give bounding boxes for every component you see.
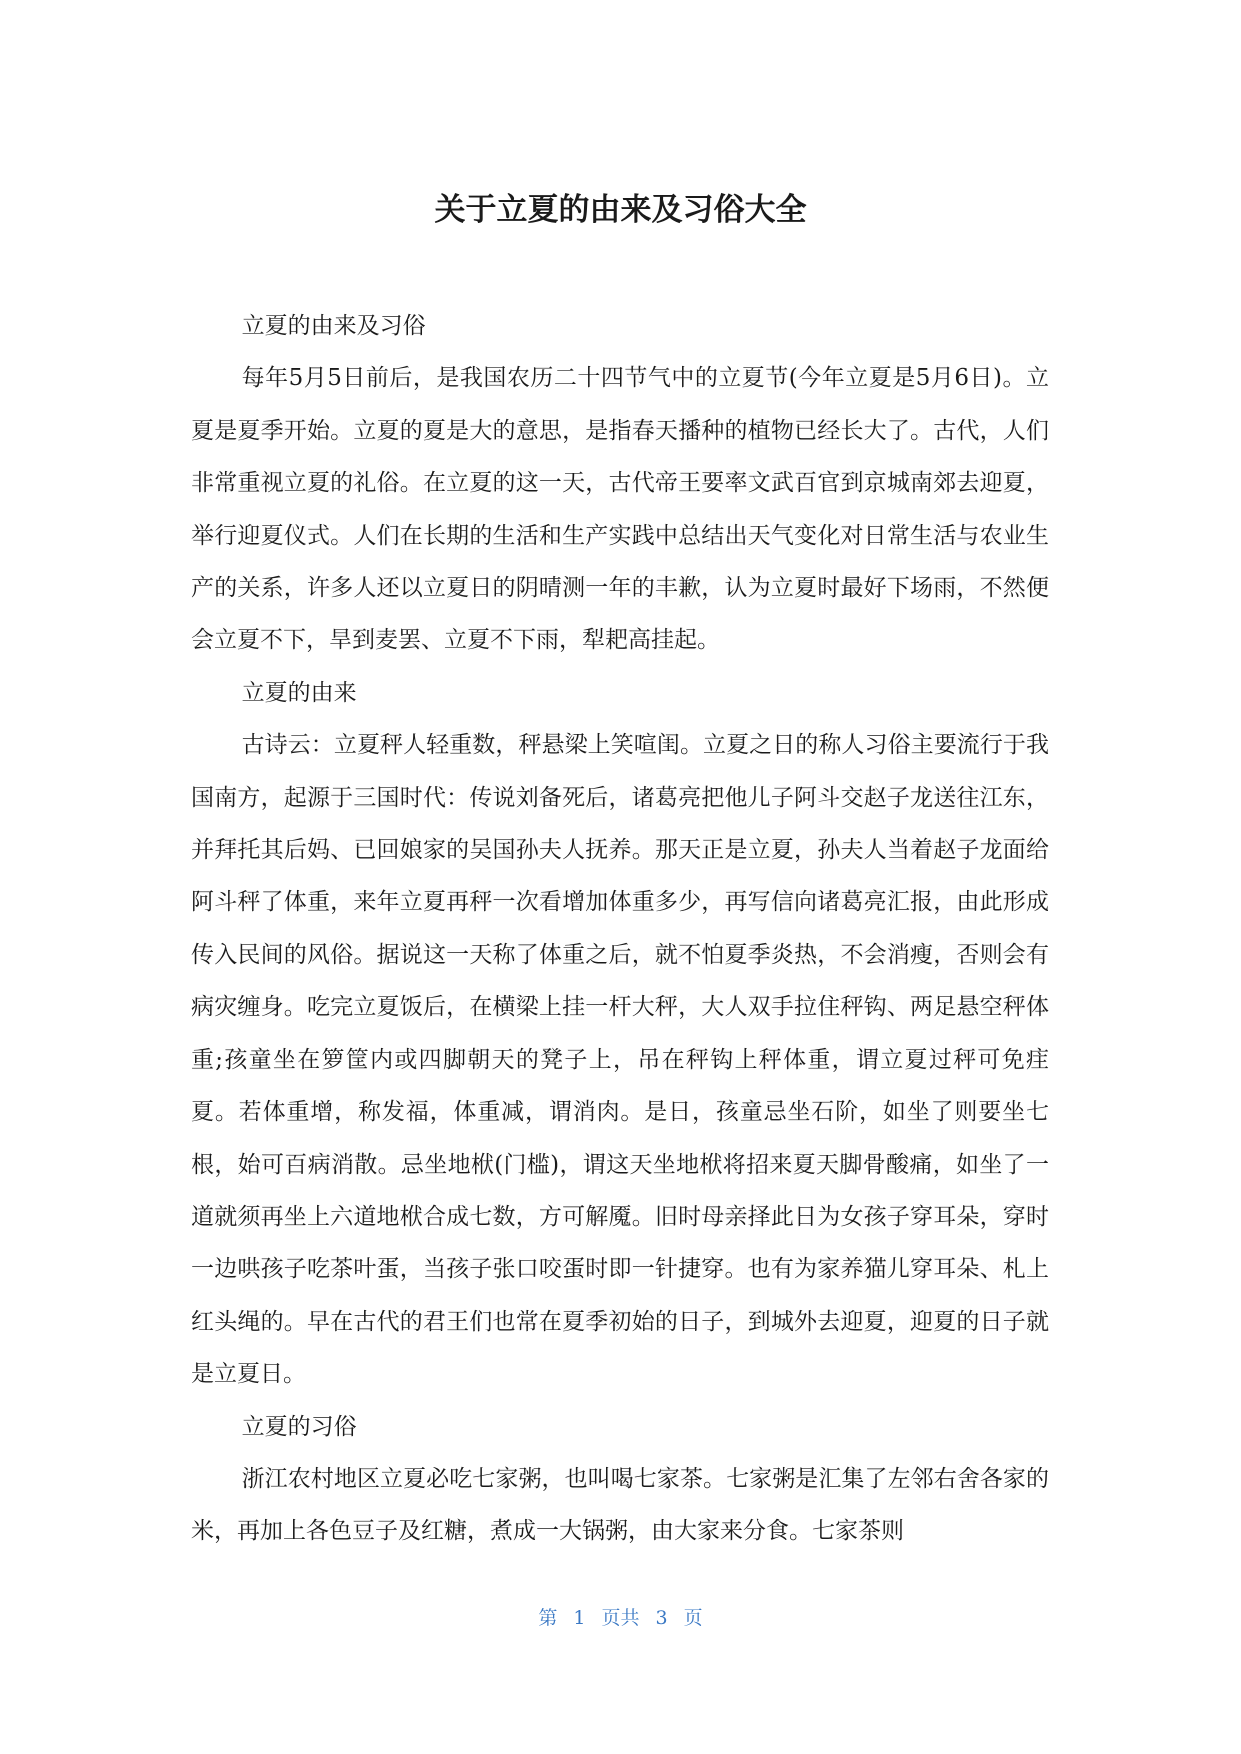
- footer-current-page: 1: [573, 1607, 586, 1629]
- page-number-footer: [0, 1604, 1241, 1632]
- document-title: 关于立夏的由来及习俗大全: [434, 192, 807, 228]
- footer-suffix: 页: [683, 1607, 703, 1629]
- footer-prefix: 第: [538, 1607, 558, 1629]
- section-paragraph: 浙江农村地区立夏必吃七家粥，也叫喝七家茶。七家粥是汇集了左邻右舍各家的米，再加上各色豆子及红糖，煮成一大锅粥，由大家来分食。七家茶则: [191, 1465, 1049, 1545]
- footer-total-pages: 3: [655, 1607, 668, 1629]
- section-paragraph: 古诗云：立夏秤人轻重数，秤悬梁上笑喧闺。立夏之日的称人习俗主要流行于我国南方，起源于三国时代：传说刘备死后，诸葛亮把他儿子阿斗交赵子龙送往江东，并拜托其后妈、已回娘家的吴国孙夫人抚养。那天正是立夏，孙夫人当着赵子龙面给阿斗秤了体重，来年立夏再秤一次看增加体重多少，再写信向诸葛亮汇报，由此形成传入民间的风俗。据说这一天称了体重之后，就不怕夏季炎热，不会消瘦，否则会有病灾缠身。吃完立夏饭后，在横梁上挂一杆大秤，大人双手拉住秤钩、两足悬空秤体重;孩童坐在箩筐内或四脚朝天的凳子上，吊在秤钩上秤体重，谓立夏过秤可免疰夏。若体重增，称发福，体重减，谓消肉。是日，孩童忌坐石阶，如坐了则要坐七根，始可百病消散。忌坐地栿(门槛)，谓这天坐地栿将招来夏天脚骨酸痛，如坐了一道就须再坐上六道地栿合成七数，方可解魇。旧时母亲择此日为女孩子穿耳朵，穿时一边哄孩子吃茶叶蛋，当孩子张口咬蛋时即一针捷穿。也有为家养猫儿穿耳朵、札上红头绳的。早在古代的君王们也常在夏季初始的日子，到城外去迎夏，迎夏的日子就是立夏日。: [191, 732, 1049, 1388]
- section-heading: 立夏的由来及习俗: [241, 313, 426, 339]
- section-heading: 立夏的由来: [241, 679, 357, 706]
- footer-middle: 页共: [601, 1607, 640, 1629]
- section-heading: 立夏的习俗: [241, 1413, 357, 1440]
- section-paragraph: 每年5月5日前后，是我国农历二十四节气中的立夏节(今年立夏是5月6日)。立夏是夏季开始。立夏的夏是大的意思，是指春天播种的植物已经长大了。古代，人们非常重视立夏的礼俗。在立夏的这一天，古代帝王要率文武百官到京城南郊去迎夏，举行迎夏仪式。人们在长期的生活和生产实践中总结出天气变化对日常生活与农业生产的关系，许多人还以立夏日的阴晴测一年的丰歉，认为立夏时最好下场雨，不然便会立夏不下，旱到麦罢、立夏不下雨，犁耙高挂起。: [191, 365, 1049, 654]
- document-body: [191, 300, 1049, 1558]
